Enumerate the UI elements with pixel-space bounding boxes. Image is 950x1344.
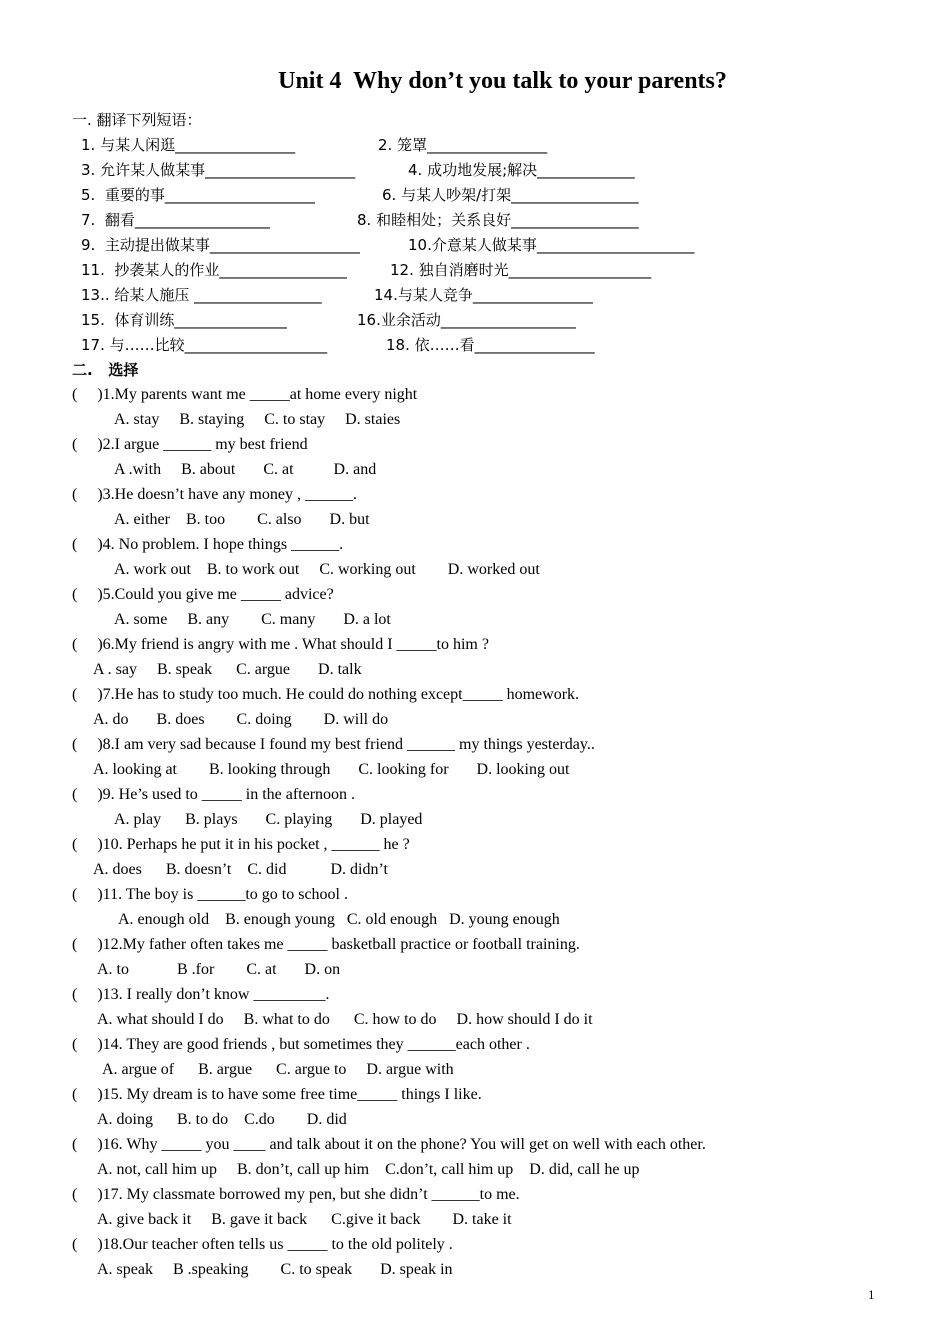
options-12: A. to B .for C. at D. on xyxy=(97,961,341,978)
section2-heading: 二. 选择 xyxy=(72,361,139,379)
question-2: ( )2.I argue ______ my best friend xyxy=(72,436,308,453)
question-11: ( )11. The boy is ______to go to school . xyxy=(72,886,348,903)
options-1: A. stay B. staying C. to stay D. staies xyxy=(114,411,401,428)
phrase-14: 14.与某人竞争________________ xyxy=(374,286,593,304)
options-16: A. not, call him up B. don’t, call up him C.don’t, call him up D. did, call he up xyxy=(97,1161,640,1178)
question-5: ( )5.Could you give me _____ advice? xyxy=(72,586,334,603)
question-7: ( )7.He has to study too much. He could do nothing except_____ homework. xyxy=(72,686,580,703)
options-4: A. work out B. to work out C. working out D. worked out xyxy=(114,561,540,578)
phrase-17: 17. 与……比较___________________ xyxy=(81,336,328,354)
phrase-12: 12. 独自消磨时光___________________ xyxy=(390,261,652,279)
page-title: Unit 4 Why don’t you talk to your parents? xyxy=(278,68,727,94)
options-13: A. what should I do B. what to do C. how to do D. how should I do it xyxy=(97,1011,593,1028)
options-6: A . say B. speak C. argue D. talk xyxy=(93,661,362,678)
phrase-10: 10.介意某人做某事_____________________ xyxy=(408,236,695,254)
options-17: A. give back it B. gave it back C.give it back D. take it xyxy=(97,1211,512,1228)
question-3: ( )3.He doesn’t have any money , ______. xyxy=(72,486,357,503)
options-2: A .with B. about C. at D. and xyxy=(114,461,377,478)
phrase-2: 2. 笼罩________________ xyxy=(378,136,548,154)
question-10: ( )10. Perhaps he put it in his pocket , ______ he ? xyxy=(72,836,410,853)
question-8: ( )8.I am very sad because I found my best friend ______ my things yesterday.. xyxy=(72,736,595,753)
phrase-9: 9. 主动提出做某事____________________ xyxy=(81,236,360,254)
options-15: A. doing B. to do C.do D. did xyxy=(97,1111,347,1128)
question-15: ( )15. My dream is to have some free time_____ things I like. xyxy=(72,1086,482,1103)
phrase-4: 4. 成功地发展;解决_____________ xyxy=(408,161,635,179)
phrase-3: 3. 允许某人做某事____________________ xyxy=(81,161,356,179)
phrase-7: 7. 翻看__________________ xyxy=(81,211,270,229)
phrase-18: 18. 依……看________________ xyxy=(386,336,595,354)
question-14: ( )14. They are good friends , but sometimes they ______each other . xyxy=(72,1036,530,1053)
options-5: A. some B. any C. many D. a lot xyxy=(114,611,391,628)
question-12: ( )12.My father often takes me _____ basketball practice or football training. xyxy=(72,936,580,953)
options-10: A. does B. doesn’t C. did D. didn’t xyxy=(93,861,388,878)
question-18: ( )18.Our teacher often tells us _____ to the old politely . xyxy=(72,1236,453,1253)
options-8: A. looking at B. looking through C. looking for D. looking out xyxy=(93,761,570,778)
phrase-5: 5. 重要的事____________________ xyxy=(81,186,315,204)
question-6: ( )6.My friend is angry with me . What should I _____to him ? xyxy=(72,636,489,653)
question-13: ( )13. I really don’t know _________. xyxy=(72,986,330,1003)
phrase-15: 15. 体育训练_______________ xyxy=(81,311,287,329)
question-9: ( )9. He’s used to _____ in the afternoon . xyxy=(72,786,356,803)
phrase-6: 6. 与某人吵架/打架_________________ xyxy=(382,186,639,204)
phrase-1: 1. 与某人闲逛________________ xyxy=(81,136,296,154)
phrase-8: 8. 和睦相处；关系良好_________________ xyxy=(357,211,639,229)
question-17: ( )17. My classmate borrowed my pen, but she didn’t ______to me. xyxy=(72,1186,520,1203)
phrase-13: 13.. 给某人施压 _________________ xyxy=(81,286,322,304)
options-18: A. speak B .speaking C. to speak D. speak in xyxy=(97,1261,453,1278)
options-9: A. play B. plays C. playing D. played xyxy=(114,811,423,828)
options-7: A. do B. does C. doing D. will do xyxy=(93,711,389,728)
question-16: ( )16. Why _____ you ____ and talk about it on the phone? You will get on well with each other. xyxy=(72,1136,706,1153)
phrase-16: 16.业余活动__________________ xyxy=(357,311,576,329)
page-number: 1 xyxy=(868,1287,875,1302)
section1-heading: 一. 翻译下列短语： xyxy=(72,111,202,129)
options-11: A. enough old B. enough young C. old enough D. young enough xyxy=(118,911,560,928)
phrase-11: 11. 抄袭某人的作业_________________ xyxy=(81,261,347,279)
question-1: ( )1.My parents want me _____at home every night xyxy=(72,386,418,403)
options-3: A. either B. too C. also D. but xyxy=(114,511,370,528)
question-4: ( )4. No problem. I hope things ______. xyxy=(72,536,344,553)
options-14: A. argue of B. argue C. argue to D. argue with xyxy=(102,1061,454,1078)
